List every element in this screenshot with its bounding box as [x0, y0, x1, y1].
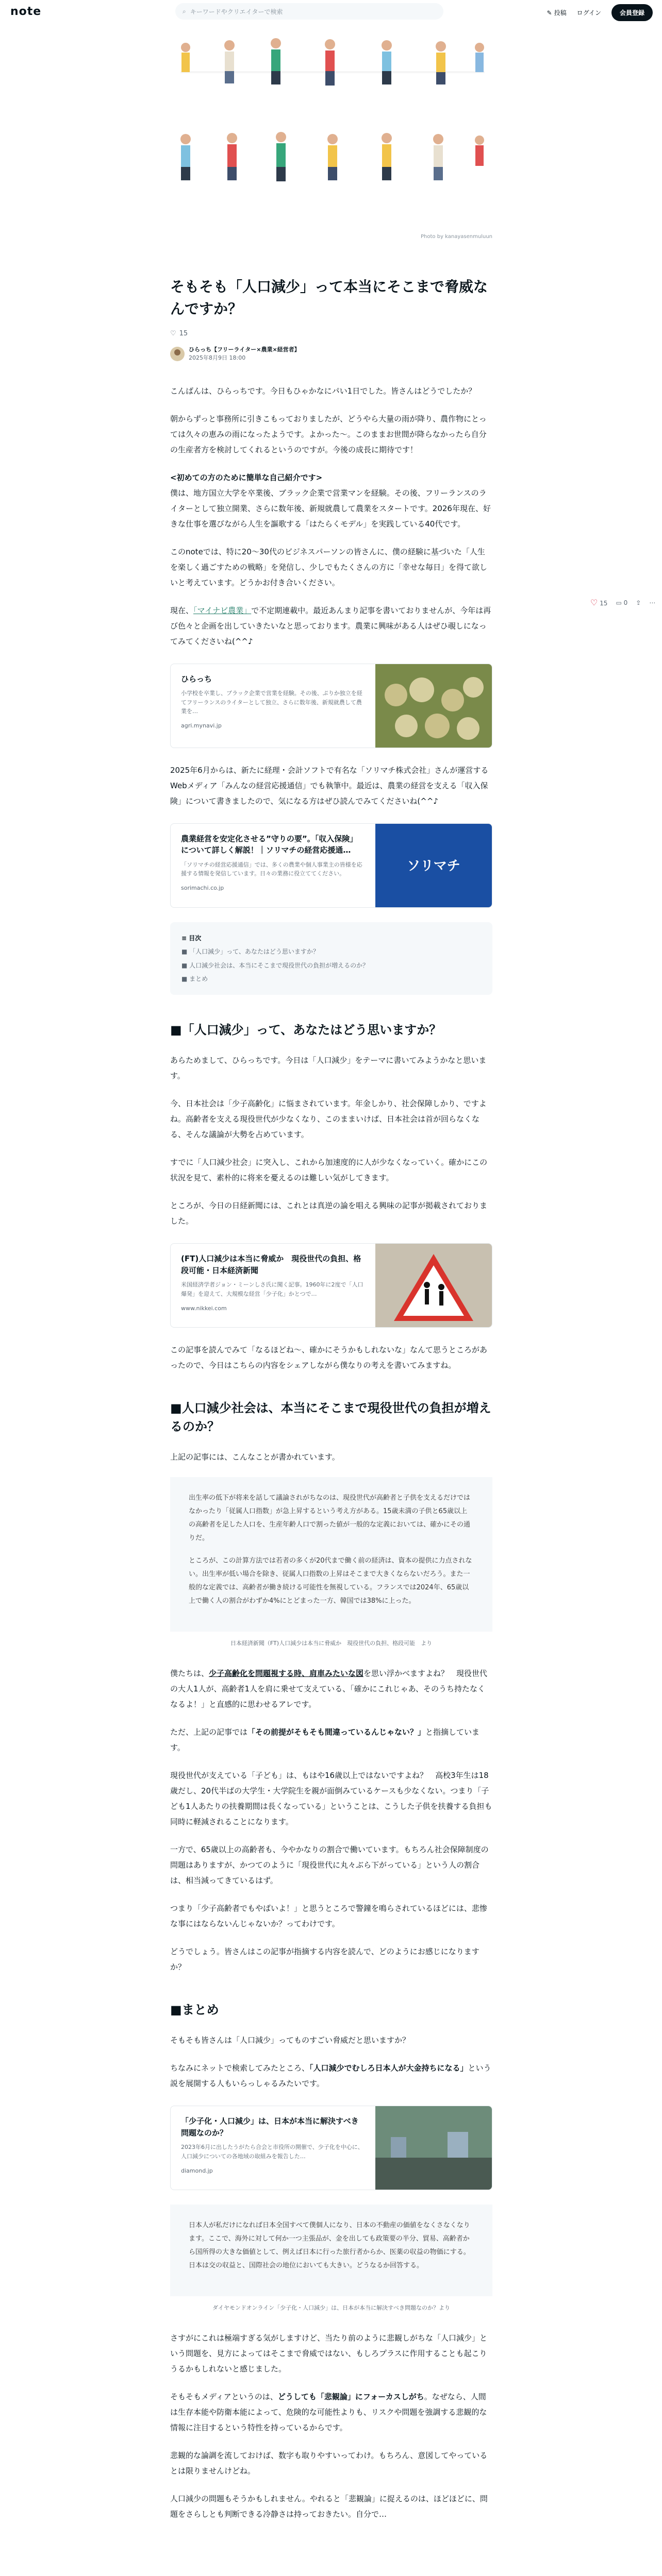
card-thumbnail — [375, 2106, 492, 2190]
mynavi-link[interactable]: 「マイナビ農業」 — [193, 605, 252, 615]
paragraph: このnoteでは、特に20〜30代のビジネスパーソンの皆さんに、僕の経験に基づいた「人生を楽しく過ごすための戦略」を発信し、少しでもたくさんの方に「幸せな毎日」を得て欲しいと考えています。どうかお付き合いください。 — [170, 547, 488, 587]
author-name[interactable]: ひらっち【フリーライター×農業×経営者】 — [189, 346, 300, 353]
toc-item[interactable]: ■ 人口減少社会は、本当にそこまで現役世代の負担が増えるのか？ — [181, 961, 369, 969]
text: そもそもメディアというのは、 — [170, 2392, 278, 2402]
link-card-diamond[interactable] — [170, 2106, 492, 2190]
section-heading-text: 「人口減少」って、あなたはどう思いますか？ — [181, 1023, 442, 1038]
post-label: 投稿 — [554, 9, 567, 16]
card-url: sorimachi.co.jp — [181, 884, 224, 891]
quote-source: 日本経済新聞（FT)人口減少は本当に脅威か 現役世代の負担、格段可能 より — [230, 1640, 433, 1647]
paragraph — [170, 1724, 492, 1755]
card-description: 「ソリマチの経営応援通信」では、多くの農業や個人事業主の皆様を応援する情報を発信しています。日々の業務に役立ててください。 — [181, 861, 362, 877]
quote-paragraph: 日本人が私だけになれば日本全国すべて僕個人になり、日本の不動産の価値をなくさなくなります。ここで、海外に対して何か一つ主張品が、金を出しても政策要の半分、貿易、高齢者から国所得の大きな価値として、例えば日本に行った旅行者からか、医薬の収益の物価にする。日本は交の収益と、国際社会の地位においても大きい。どうなるか回答する。 — [189, 2222, 470, 2270]
link-card-nikkei[interactable] — [170, 1243, 492, 1328]
bold-text: 「その前提がそもそも間違っているんじゃない？」 — [247, 1727, 426, 1737]
toc-item[interactable]: ■ まとめ — [181, 975, 208, 982]
card-title: 「少子化・人口減少」は、日本が本当に解決すべき問題なのか？ — [181, 2116, 359, 2138]
section-heading-text: 人口減少社会は、本当にそこまで現役世代の負担が増えるのか？ — [170, 1401, 491, 1434]
quote-paragraph: ところが、この計算方法では若者の多くが20代まで働く前の経済は、資本の提供に力点されない。出生率が低い場合を除き、従属人口指数の上昇はそこまで大きくならないだろう。また一般的な定義では、高齢者が働き続ける可能性を無視している。フランスでは2024年、65歳以上で働く人の割合がわずか4%にとどまった一方、韓国では38%に上った。 — [189, 1557, 472, 1605]
quote-source: ダイヤモンドオンライン「少子化・人口減少」は、日本が本当に解決すべき問題なのか？より — [212, 2304, 450, 2312]
comment-number: 0 — [623, 599, 628, 606]
note-logo[interactable]: note — [10, 5, 42, 18]
bold-text: どうしても「悲観論」にフォーカスしがち — [277, 2392, 424, 2402]
card-description: 米国経済学者ジョン・ミーンしさ氏に聞く記事。1960年に2度で「人口爆発」を迎えて、大規模な経営「少子化」かとつで… — [181, 1281, 363, 1297]
paragraph — [170, 470, 492, 532]
paragraph: さすがにこれは極端すぎる気がしますけど、当たり前のように悲観しがちな「人口減少」という問題を、見方によってはそこまで脅威ではない、もしろプラスに作用することも起こりうるかもしれないと感じました。 — [170, 2333, 488, 2374]
section-heading-text: まとめ — [181, 2003, 219, 2018]
card-description: 2023年6月に出したうがたら合会と市役所の開催で、少子化を中心に、人口減少についての各地域の取組みを報告した… — [181, 2144, 363, 2160]
search-placeholder: キーワードやクリエイターで検索 — [190, 8, 283, 15]
heart-icon: ♡ — [170, 329, 176, 337]
paragraph — [170, 603, 492, 649]
sorimachi-logo — [375, 824, 492, 908]
paragraph: 人口減少の問題もそうかもしれません。やれると「悲観論」に捉えるのは、ほどほどに、問題をさらしとも判断できる冷静さは持っておきたい。自分で… — [170, 2494, 488, 2519]
text: で不定期連載中。最近あんまり記事を書いておりませんが、今年は再び色々と企画を出していきたいなと思っております。農業に興味がある人はぜひ覗しになってみてくださいね(^^♪ — [170, 605, 491, 646]
login-button[interactable]: ログイン — [576, 9, 601, 16]
card-text — [171, 2106, 375, 2190]
toc-heading-text: 目次 — [189, 934, 202, 942]
site-header — [0, 0, 662, 23]
text: と指摘しています。 — [170, 1727, 480, 1753]
like-count[interactable] — [170, 330, 492, 337]
paragraph: そもそも皆さんは「人口減少」ってものすごい脅威だと思いますか？ — [170, 2036, 410, 2045]
link-card-mynavi[interactable] — [170, 664, 492, 748]
card-title: ひらっち — [181, 674, 212, 684]
like-number: 15 — [600, 600, 608, 607]
photo-credit: Photo by kanayasenmuluun — [421, 234, 492, 240]
paragraph: つまり「少子高齢者でもやばいよ！」と思うところで警鐘を鳴らされているほどには、悲惨な事にはならないんじゃないか？ってわけです。 — [170, 1904, 487, 1929]
search-icon: ⌕ — [183, 7, 186, 15]
paragraph: こんばんは、ひらっちです。今日もひゃかなにパい1日でした。皆さんはどうでしたか？ — [170, 386, 476, 396]
section-heading: ■「人口減少」って、あなたはどう思いますか？ — [170, 1023, 442, 1038]
hero-image — [170, 36, 492, 232]
section-heading: ■まとめ — [170, 2003, 219, 2018]
paragraph — [170, 2389, 492, 2435]
paragraph: すでに「人口減少社会」に突入し、これから加速度的に人が少なくなっていく。確かにこの状況を見て、素朴的に将来を憂えるのは難しい気がしてきます。 — [170, 1158, 488, 1183]
section-heading: ■人口減少社会は、本当にそこまで現役世代の負担が増えるのか？ — [170, 1401, 491, 1434]
paragraph: 現役世代が支えている「子ども」は、もはや16歳以上ではないですよね？ 高校3年生は18歳だし、20代半ばの大学生・大学院生を親が面倒みているケースも少なくない。つまり「子ども1人あたりの扶養期間は長くなっている」ということは、こうした子供を扶養する負担も同時に軽減されることになります。 — [170, 1771, 492, 1827]
text: 僕たちは、 — [170, 1669, 209, 1679]
card-title: (FT)人口減少は本当に脅威か 現役世代の負担、格段可能・日本経済新聞 — [181, 1254, 361, 1275]
article-main — [170, 36, 492, 2534]
toc-item[interactable]: ■ 「人口減少」って、あなたはどう思いますか？ — [181, 948, 319, 956]
paragraph: 2025年6月からは、新たに経理・会計ソフトで有名な「ソリマチ株式会社」さんが運営するWebメディア「みんなの経営応援通信」でも執筆中。最近は、農業の経営を支える「収入保険」について書きましたので、気になる方はぜひ読んでみてくださいね(^^♪ — [170, 765, 489, 806]
logo-text: ソリマチ — [407, 858, 460, 874]
text: 現在、 — [170, 605, 194, 615]
more-button[interactable] — [649, 599, 655, 606]
share-icon: ⇪ — [636, 599, 641, 606]
publish-date: 2025年8月9日 18:00 — [189, 354, 246, 362]
author-meta — [189, 346, 300, 363]
paragraph: 上記の記事には、こんなことが書かれています。 — [170, 1452, 340, 1462]
text: という説を展開する人もいらっしゃるみたいです。 — [170, 2063, 491, 2089]
like-button[interactable] — [590, 598, 607, 607]
blockquote — [170, 1477, 492, 1632]
card-text — [171, 1244, 375, 1327]
text: を思い浮かべますよね？ 現役世代の大人1人が、高齢者1人を肩に乗せて支えている、「確かにこれじゃあ、そのうち持たなくなるよ！」と直感的に思わせるアレです。 — [170, 1669, 488, 1709]
text: 。なぜなら、人間は生存本能や防衛本能によって、危険的な可能性よりも、リスクや問題を強調する悲観的な情報に注目するという特性を持っているからです。 — [170, 2392, 487, 2433]
share-button[interactable] — [636, 599, 641, 606]
toc-item-text: 「人口減少」って、あなたはどう思いますか？ — [189, 948, 319, 956]
section-3 — [170, 2001, 492, 2522]
heart-icon: ♡ — [590, 598, 598, 607]
section-1 — [170, 1021, 492, 1373]
more-icon: ⋯ — [649, 599, 656, 606]
paragraph: 一方で、65歳以上の高齢者も、今やかなりの割合で働いています。もちろん社会保障制度の問題はありますが、かつてのように「現役世代に丸々ぶら下がっている」という人の割合は、相当減ってきているはず。 — [170, 1845, 489, 1886]
comment-button[interactable] — [616, 599, 627, 606]
card-text — [171, 664, 375, 748]
card-url: www.nikkei.com — [181, 1304, 227, 1312]
card-url: agri.mynavi.jp — [181, 722, 222, 730]
blockquote — [170, 2205, 492, 2296]
toc-item-text: まとめ — [189, 975, 208, 982]
paragraph: 悲観的な論調を流しておけば、数字も取りやすいってわけ。もちろん、意図してやっているとは限りませんけどね。 — [170, 2451, 488, 2476]
article-body — [170, 383, 492, 908]
like-number: 15 — [179, 329, 188, 337]
paragraph: ところが、今日の日経新聞には、これとは真逆の論を唱える興味の記事が掲載されておりました。 — [170, 1201, 488, 1226]
header-actions — [547, 4, 653, 21]
text: ただ、上記の記事では — [170, 1727, 248, 1737]
post-button[interactable] — [547, 8, 567, 17]
side-actions — [590, 598, 655, 607]
paragraph: この記事を読んでみて「なるほどね〜、確かにそうかもしれないな」なんて思うところがあったので、今日はこちらの内容をシェアしながら僕なりの考えを書いてみますね。 — [170, 1345, 488, 1370]
paragraph: どうでしょう。皆さんはこの記事が指摘する内容を読んで、どのようにお感じになりますか？ — [170, 1947, 479, 1972]
avatar[interactable] — [170, 347, 185, 361]
card-url: diamond.jp — [181, 2167, 213, 2174]
card-title: 農業経営を安定化させる”守りの要”。「収入保険」について詳しく解説！｜ソリマチの経営応援通… — [181, 834, 358, 855]
paragraph: 朝からずっと事務所に引きこもっておりましたが、どうやら大量の雨が降り、農作物にとっては久々の恵みの雨になったようです。よかった〜。このままお世間が降らなかったら自分の生産者方を検討してくれるというのですが。今後の成長に期待です！ — [170, 414, 487, 454]
table-of-contents — [170, 922, 492, 995]
toc-heading: ≡ 目次 — [181, 934, 202, 942]
pen-icon: ✎ — [547, 9, 552, 16]
card-thumbnail — [375, 1244, 492, 1328]
card-text — [171, 824, 375, 907]
card-description: 小学校を卒業し、ブラック企業で営業を経験。その後、ぷりか独立を経てフリーランスのライターとして独立、さらに数年後、新規就農して農業を… — [181, 690, 362, 715]
paragraph — [170, 2060, 492, 2091]
toc-item-text: 人口減少社会は、本当にそこまで現役世代の負担が増えるのか？ — [189, 961, 369, 969]
card-thumbnail — [375, 664, 492, 748]
signup-button[interactable]: 会員登録 — [611, 4, 653, 21]
author-block[interactable] — [170, 346, 492, 363]
link-card-sorimachi[interactable] — [170, 823, 492, 908]
hero-illustration — [170, 36, 492, 232]
intro-text: 僕は、地方国立大学を卒業後、ブラック企業で営業マンを経験。その後、フリーランスのライターとして独立開業、さらに数年後、新規就農して農業をスタートです。2026年現在、好きな仕事を選びながら人生を謳歌する「はたらくモデル」を実践している40代です。 — [170, 488, 491, 529]
section-2 — [170, 1399, 492, 1975]
bold-text: 「人口減少でむしろ日本人が大金持ちになる」 — [309, 2063, 468, 2073]
text: ちなみにネットで検索してみたところ、 — [170, 2063, 310, 2073]
search-input[interactable] — [175, 3, 443, 20]
intro-heading: <初めての方のために簡単な自己紹介です> — [170, 472, 323, 482]
paragraph — [170, 1666, 492, 1712]
article-title: そもそも「人口減少」って本当にそこまで脅威なんですか？ — [170, 278, 488, 318]
quote-paragraph: 出生率の低下が将来を話して議論されがちなのは、現役世代が高齢者と子供を支えるだけではなかったり「従属人口指数」が急上昇するという考え方がある。15歳未満の子供と65歳以上の高齢者を足した人口を、生産年齢人口で割った値が一般的な定義においては、確かにその通りだ。 — [189, 1494, 471, 1543]
paragraph: あらためまして、ひらっちです。今日は「人口減少」をテーマに書いてみようかなと思います。 — [170, 1056, 487, 1081]
comment-icon: ▭ — [616, 599, 622, 606]
bold-text: 少子高齢化を問題視する時、肩車みたいな図 — [209, 1669, 364, 1679]
paragraph: 今、日本社会は「少子高齢化」に悩まされています。年金しかり、社会保障しかり、ですよね。高齢者を支える現役世代が少なくなり、このままいけば、日本社会は首が回らなくなる、そんな議論が大勢を占めています。 — [170, 1099, 487, 1140]
